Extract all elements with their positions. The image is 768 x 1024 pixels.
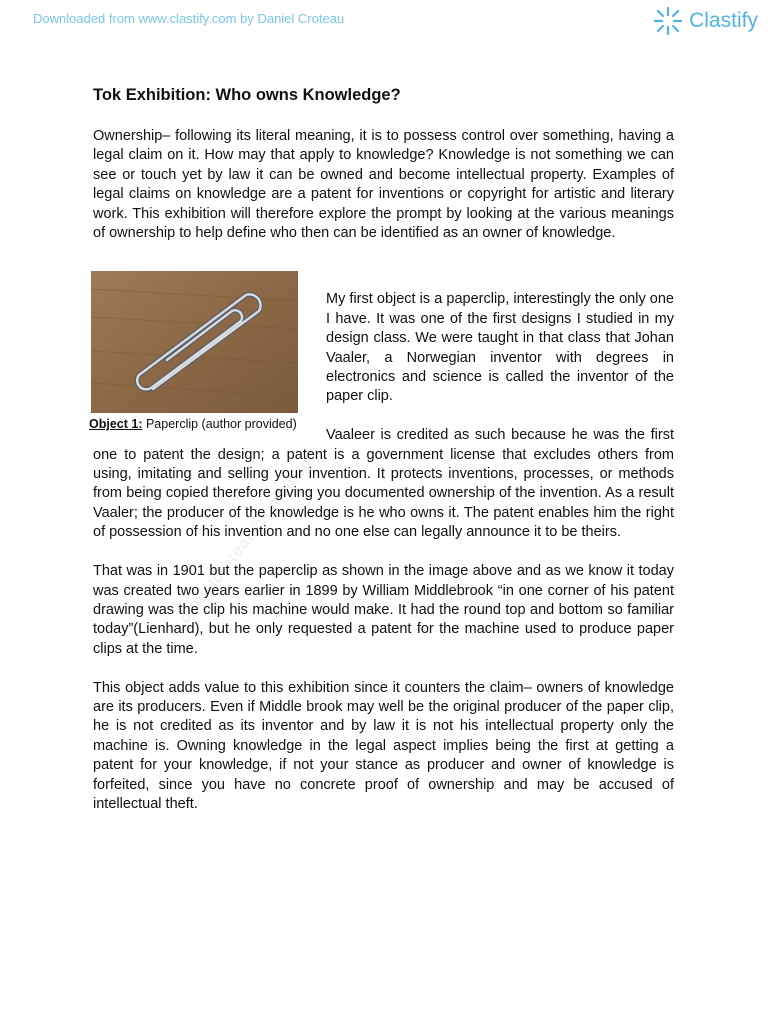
document-body <box>89 86 674 814</box>
brand-name: Clastify <box>689 9 758 32</box>
paperclip-photo <box>91 271 298 413</box>
paragraph-middlebrook: That was in 1901 but the paperclip as shown in the image above and as we know it today was created two years earlier in 1899 by William Middlebrook “in one corner of his patent drawing was the clip his machine would make. It had the round top and bottom so familiar today”(Lienhard), but he only requested a patent for the machine used to produce paper clips at the time. <box>93 563 674 657</box>
brand-logo[interactable] <box>651 6 758 36</box>
clastify-logo-icon <box>651 6 685 36</box>
caption-label: Object 1: <box>89 416 143 431</box>
download-note: Downloaded from www.clastify.com by Daniel Croteau <box>33 11 345 26</box>
figure-caption <box>89 417 308 431</box>
top-bar <box>0 0 768 44</box>
intro-paragraph: Ownership– following its literal meaning, it is to possess control over something, having a legal claim on it. How may that apply to knowledge? Knowledge is not something we can see or touch yet by law it can be owned and become intellectual property. Examples of legal claims on knowledge are a patent for inventions or copyright for artistic and literary work. This exhibition will therefore explore the prompt by looking at the various meanings of ownership to help define who then can be identified as an owner of knowledge. <box>93 128 674 242</box>
caption-text: Paperclip (author provided) <box>142 416 297 431</box>
paragraph-object-intro: My first object is a paperclip, interestingly the only one I have. It was one of the first designs I studied in my design class. We were taught in that class that Johan Vaaler, a Norwegian inventor with degrees in electronics and science is called the inventor of the paper clip. <box>326 291 674 405</box>
paragraph-value: This object adds value to this exhibition since it counters the claim– owners of knowledge are its producers. Even if Middle brook may well be the original producer of the paper clip, he is not credited as its inventor and by law it is not his intellectual property only the machine is. Owning knowledge in the legal aspect implies being the first at getting a patent for your knowledge, if not your stance as producer and owner of knowledge is forfeited, since you have no concrete proof of ownership and may be accused of intellectual theft. <box>93 679 674 812</box>
paragraph-patent: Vaaleer is credited as such because he was the first one to patent the design; a patent is a government license that excludes others from using, imitating and selling your invention. It protects inventions, processes, or methods from being copied therefore giving you documented ownership of the invention. As a result Vaaler; the producer of the knowledge is he who owns it. The patent enables him the right of possession of his invention and no one else can legally announce it to be theirs. <box>93 427 674 541</box>
document-title: Tok Exhibition: Who owns Knowledge? <box>93 86 401 104</box>
watermark: danielcroteau@gmail.com <box>175 441 326 627</box>
object-figure <box>89 271 308 431</box>
